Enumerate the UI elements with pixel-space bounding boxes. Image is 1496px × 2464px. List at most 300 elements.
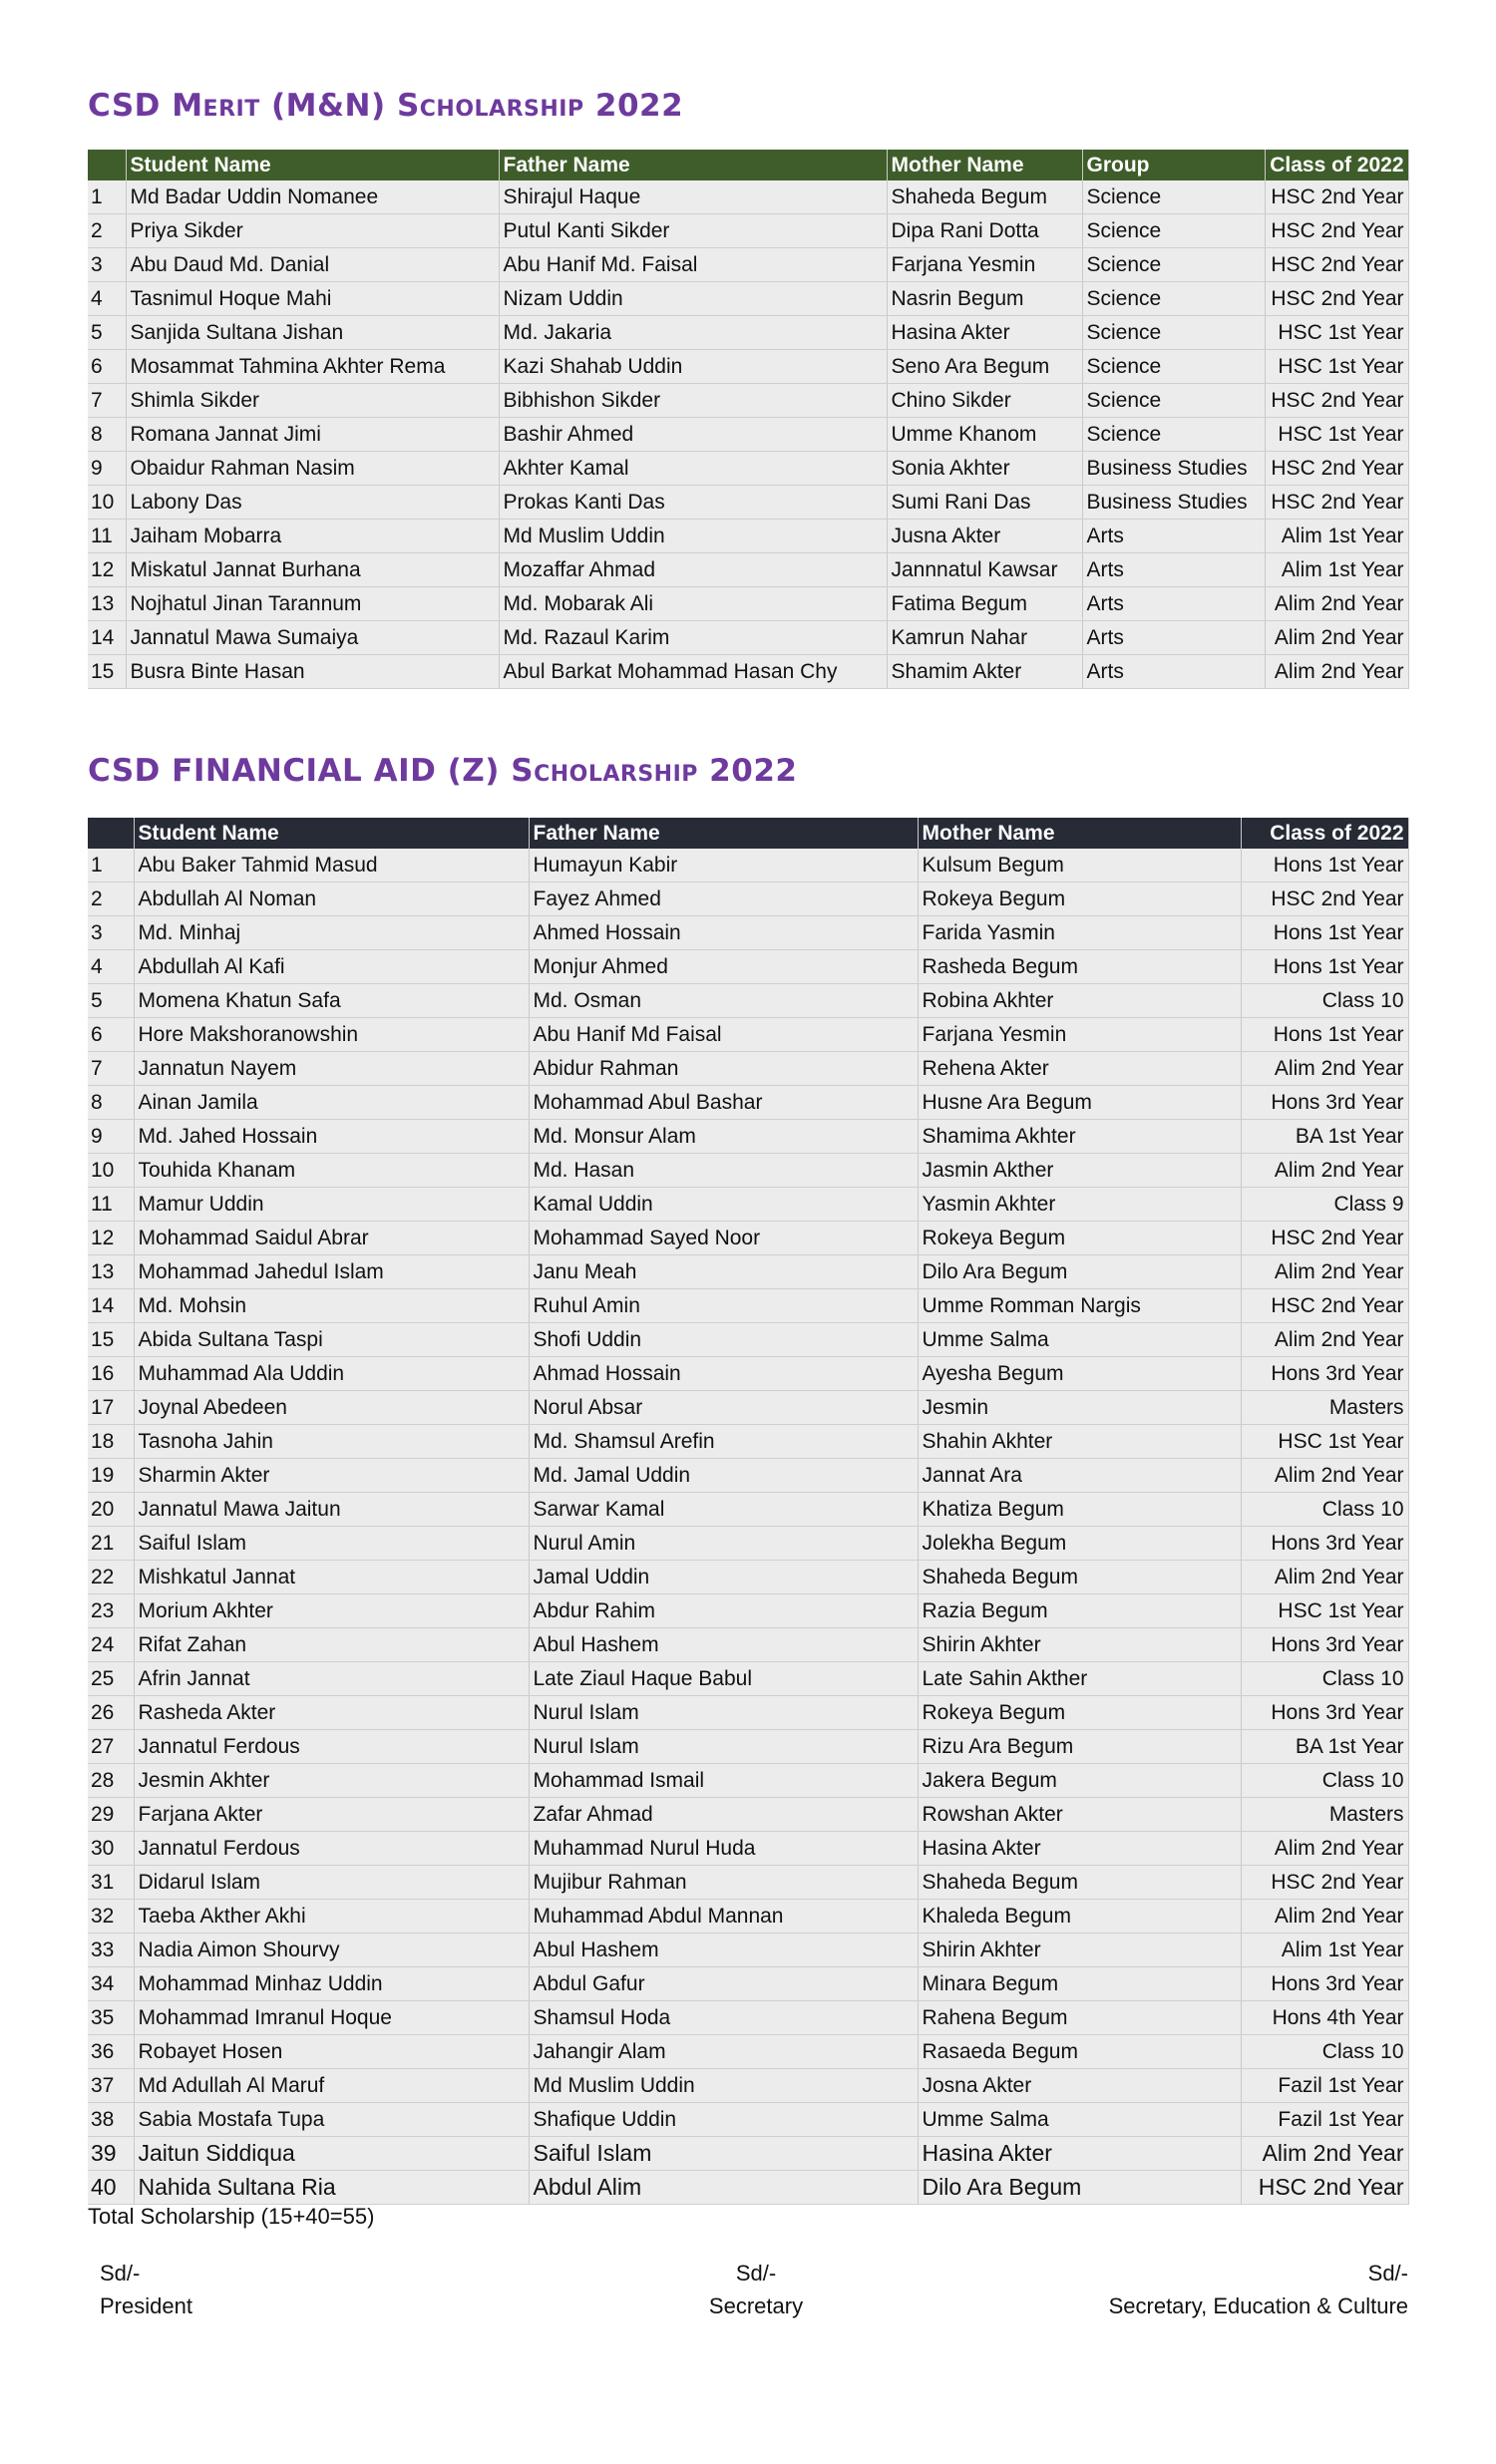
table-cell: Late Ziaul Haque Babul (529, 1662, 918, 1696)
table-cell: Nurul Islam (529, 1730, 918, 1764)
table-row (88, 1052, 1408, 1086)
table-cell: Farjana Akter (134, 1798, 529, 1832)
table-cell: Science (1082, 418, 1265, 452)
table-cell: Mohammad Saidul Abrar (134, 1222, 529, 1255)
table-row (88, 1730, 1408, 1764)
table-cell: Mohammad Abul Bashar (529, 1086, 918, 1120)
row-number: 36 (88, 2035, 134, 2069)
table-row (88, 2137, 1408, 2171)
total-scholarship: Total Scholarship (15+40=55) (88, 2204, 375, 2229)
table-cell: HSC 2nd Year (1241, 882, 1408, 916)
table-row (88, 1255, 1408, 1289)
row-number: 10 (88, 486, 126, 520)
table-cell: Abida Sultana Taspi (134, 1323, 529, 1357)
table-cell: Hons 4th Year (1241, 2001, 1408, 2035)
table-row (88, 214, 1408, 248)
table-cell: Mujibur Rahman (529, 1866, 918, 1900)
table-cell: Saiful Islam (529, 2137, 918, 2171)
table-cell: HSC 1st Year (1241, 1425, 1408, 1459)
row-number: 27 (88, 1730, 134, 1764)
table-cell: Rowshan Akter (918, 1798, 1241, 1832)
row-number: 4 (88, 282, 126, 316)
table-cell: Rizu Ara Begum (918, 1730, 1241, 1764)
table-cell: Nadia Aimon Shourvy (134, 1934, 529, 1967)
table-row (88, 1493, 1408, 1527)
table-cell: Md. Mohsin (134, 1289, 529, 1323)
row-number: 40 (88, 2171, 134, 2205)
table-cell: Alim 1st Year (1265, 520, 1408, 553)
table-row (88, 655, 1408, 689)
table-cell: Jesmin Akhter (134, 1764, 529, 1798)
row-number: 29 (88, 1798, 134, 1832)
table-cell: Shafique Uddin (529, 2103, 918, 2137)
table-row (88, 2103, 1408, 2137)
table-row (88, 916, 1408, 950)
table-cell: Arts (1082, 587, 1265, 621)
table-cell: Alim 2nd Year (1241, 1459, 1408, 1493)
row-number: 12 (88, 1222, 134, 1255)
table-cell: Alim 2nd Year (1241, 1255, 1408, 1289)
column-header: Mother Name (887, 150, 1082, 180)
table-cell: Josna Akter (918, 2069, 1241, 2103)
table-cell: Abdullah Al Noman (134, 882, 529, 916)
row-number: 20 (88, 1493, 134, 1527)
table-cell: Jannatul Ferdous (134, 1832, 529, 1866)
table-cell: Morium Akhter (134, 1594, 529, 1628)
table-cell: Alim 2nd Year (1241, 1832, 1408, 1866)
row-number: 6 (88, 350, 126, 384)
table-row (88, 316, 1408, 350)
table-row (88, 1357, 1408, 1391)
table-cell: Shaheda Begum (887, 180, 1082, 214)
table-cell: Class 9 (1241, 1188, 1408, 1222)
table-cell: Muhammad Abdul Mannan (529, 1900, 918, 1934)
row-number: 8 (88, 1086, 134, 1120)
table-cell: HSC 2nd Year (1241, 2171, 1408, 2205)
table-cell: Md. Jahed Hossain (134, 1120, 529, 1154)
table-row (88, 882, 1408, 916)
table-row (88, 2001, 1408, 2035)
table-cell: HSC 2nd Year (1241, 1289, 1408, 1323)
signature-president (100, 2257, 192, 2322)
table-row (88, 621, 1408, 655)
table-cell: Sumi Rani Das (887, 486, 1082, 520)
column-header: Student Name (126, 150, 499, 180)
table-cell: Labony Das (126, 486, 499, 520)
table-cell: Yasmin Akhter (918, 1188, 1241, 1222)
table-cell: Abul Hashem (529, 1934, 918, 1967)
table-cell: Md. Osman (529, 984, 918, 1018)
row-number: 31 (88, 1866, 134, 1900)
signature-role: Secretary (708, 2293, 804, 2318)
table-row (88, 2035, 1408, 2069)
row-number: 5 (88, 316, 126, 350)
table-row (88, 1662, 1408, 1696)
table-cell: Abdullah Al Kafi (134, 950, 529, 984)
table-cell: Hons 3rd Year (1241, 1967, 1408, 2001)
table-row (88, 2171, 1408, 2205)
row-number: 12 (88, 553, 126, 587)
table-cell: Class 10 (1241, 1493, 1408, 1527)
table-row (88, 1527, 1408, 1561)
table-cell: Md. Shamsul Arefin (529, 1425, 918, 1459)
row-number: 34 (88, 1967, 134, 2001)
table-cell: Bashir Ahmed (499, 418, 887, 452)
table-cell: Science (1082, 180, 1265, 214)
table-cell: Joynal Abedeen (134, 1391, 529, 1425)
table-cell: Md. Jamal Uddin (529, 1459, 918, 1493)
table-row (88, 1967, 1408, 2001)
table-row (88, 984, 1408, 1018)
table-cell: HSC 2nd Year (1241, 1222, 1408, 1255)
row-number: 1 (88, 849, 134, 882)
merit-title: CSD Merit (M&N) Scholarship 2022 (88, 88, 684, 124)
table-row (88, 1391, 1408, 1425)
table-cell: Kamal Uddin (529, 1188, 918, 1222)
table-cell: Sharmin Akter (134, 1459, 529, 1493)
table-cell: Alim 2nd Year (1241, 2137, 1408, 2171)
table-row (88, 1222, 1408, 1255)
table-row (88, 1866, 1408, 1900)
table-cell: Md Adullah Al Maruf (134, 2069, 529, 2103)
table-cell: Dilo Ara Begum (918, 1255, 1241, 1289)
table-row (88, 1154, 1408, 1188)
table-cell: Nizam Uddin (499, 282, 887, 316)
table-cell: Touhida Khanam (134, 1154, 529, 1188)
table-cell: Razia Begum (918, 1594, 1241, 1628)
table-cell: HSC 1st Year (1265, 350, 1408, 384)
table-cell: Alim 1st Year (1265, 553, 1408, 587)
table-cell: Fazil 1st Year (1241, 2069, 1408, 2103)
table-cell: Fayez Ahmed (529, 882, 918, 916)
merit-header-row (88, 150, 1408, 180)
row-number: 9 (88, 1120, 134, 1154)
table-row (88, 1628, 1408, 1662)
table-cell: Alim 2nd Year (1241, 1561, 1408, 1594)
table-cell: Farjana Yesmin (918, 1018, 1241, 1052)
table-cell: Sanjida Sultana Jishan (126, 316, 499, 350)
table-cell: HSC 1st Year (1265, 418, 1408, 452)
table-row (88, 282, 1408, 316)
row-number: 11 (88, 520, 126, 553)
table-row (88, 1323, 1408, 1357)
row-number: 22 (88, 1561, 134, 1594)
table-cell: Rokeya Begum (918, 882, 1241, 916)
column-header (88, 818, 134, 849)
table-cell: Humayun Kabir (529, 849, 918, 882)
table-cell: Md. Minhaj (134, 916, 529, 950)
table-row (88, 1764, 1408, 1798)
row-number: 30 (88, 1832, 134, 1866)
table-row (88, 1934, 1408, 1967)
column-header: Class of 2022 (1265, 150, 1408, 180)
table-row (88, 1425, 1408, 1459)
table-row (88, 520, 1408, 553)
table-cell: Nurul Amin (529, 1527, 918, 1561)
aid-table (88, 818, 1409, 2205)
row-number: 7 (88, 384, 126, 418)
table-cell: HSC 2nd Year (1265, 452, 1408, 486)
table-cell: Jolekha Begum (918, 1527, 1241, 1561)
table-cell: Class 10 (1241, 1764, 1408, 1798)
table-cell: Hons 3rd Year (1241, 1696, 1408, 1730)
table-cell: HSC 2nd Year (1241, 1866, 1408, 1900)
column-header: Father Name (529, 818, 918, 849)
table-cell: Akhter Kamal (499, 452, 887, 486)
table-cell: Hons 1st Year (1241, 1018, 1408, 1052)
table-cell: HSC 2nd Year (1265, 486, 1408, 520)
signature-mark: Sd/- (735, 2261, 777, 2286)
row-number: 9 (88, 452, 126, 486)
table-cell: Zafar Ahmad (529, 1798, 918, 1832)
table-cell: Mamur Uddin (134, 1188, 529, 1222)
row-number: 4 (88, 950, 134, 984)
table-cell: Alim 2nd Year (1265, 621, 1408, 655)
table-cell: Md. Mobarak Ali (499, 587, 887, 621)
row-number: 37 (88, 2069, 134, 2103)
column-header (88, 150, 126, 180)
table-cell: Hasina Akter (918, 2137, 1241, 2171)
row-number: 15 (88, 655, 126, 689)
table-cell: Jannatul Mawa Sumaiya (126, 621, 499, 655)
table-cell: Tasnoha Jahin (134, 1425, 529, 1459)
table-cell: Jannat Ara (918, 1459, 1241, 1493)
table-row (88, 950, 1408, 984)
table-cell: Abu Daud Md. Danial (126, 248, 499, 282)
table-cell: Putul Kanti Sikder (499, 214, 887, 248)
table-row (88, 1798, 1408, 1832)
table-cell: Jamal Uddin (529, 1561, 918, 1594)
table-cell: Rokeya Begum (918, 1222, 1241, 1255)
table-cell: Hons 3rd Year (1241, 1628, 1408, 1662)
row-number: 14 (88, 621, 126, 655)
table-cell: Ainan Jamila (134, 1086, 529, 1120)
table-cell: Mohammad Ismail (529, 1764, 918, 1798)
row-number: 14 (88, 1289, 134, 1323)
table-cell: Umme Romman Nargis (918, 1289, 1241, 1323)
row-number: 10 (88, 1154, 134, 1188)
table-cell: Farjana Yesmin (887, 248, 1082, 282)
table-cell: Robina Akhter (918, 984, 1241, 1018)
table-cell: Md. Monsur Alam (529, 1120, 918, 1154)
table-cell: Jusna Akter (887, 520, 1082, 553)
table-cell: Mohammad Sayed Noor (529, 1222, 918, 1255)
row-number: 15 (88, 1323, 134, 1357)
table-cell: Mohammad Imranul Hoque (134, 2001, 529, 2035)
table-cell: Shamima Akhter (918, 1120, 1241, 1154)
table-cell: Minara Begum (918, 1967, 1241, 2001)
signature-role: Secretary, Education & Culture (1108, 2293, 1408, 2318)
table-cell: Sarwar Kamal (529, 1493, 918, 1527)
row-number: 13 (88, 587, 126, 621)
table-cell: Hons 1st Year (1241, 950, 1408, 984)
table-cell: Abul Hashem (529, 1628, 918, 1662)
table-cell: Priya Sikder (126, 214, 499, 248)
table-cell: Rasheda Akter (134, 1696, 529, 1730)
table-cell: Alim 1st Year (1241, 1934, 1408, 1967)
table-cell: Arts (1082, 520, 1265, 553)
column-header: Class of 2022 (1241, 818, 1408, 849)
table-cell: Muhammad Ala Uddin (134, 1357, 529, 1391)
table-row (88, 350, 1408, 384)
column-header: Father Name (499, 150, 887, 180)
signature-mark: Sd/- (100, 2261, 141, 2286)
table-cell: Alim 2nd Year (1241, 1323, 1408, 1357)
table-cell: Masters (1241, 1798, 1408, 1832)
signature-role: President (100, 2293, 192, 2318)
table-cell: Rifat Zahan (134, 1628, 529, 1662)
table-cell: Rehena Akter (918, 1052, 1241, 1086)
signature-mark: Sd/- (1367, 2261, 1408, 2286)
table-cell: Nahida Sultana Ria (134, 2171, 529, 2205)
row-number: 24 (88, 1628, 134, 1662)
table-cell: Abdur Rahim (529, 1594, 918, 1628)
table-cell: Arts (1082, 553, 1265, 587)
row-number: 3 (88, 916, 134, 950)
row-number: 17 (88, 1391, 134, 1425)
table-cell: BA 1st Year (1241, 1120, 1408, 1154)
row-number: 39 (88, 2137, 134, 2171)
row-number: 38 (88, 2103, 134, 2137)
table-cell: Jakera Begum (918, 1764, 1241, 1798)
table-cell: Business Studies (1082, 452, 1265, 486)
row-number: 1 (88, 180, 126, 214)
table-cell: Shahin Akhter (918, 1425, 1241, 1459)
table-cell: Shofi Uddin (529, 1323, 918, 1357)
row-number: 7 (88, 1052, 134, 1086)
column-header: Student Name (134, 818, 529, 849)
table-cell: Hons 1st Year (1241, 849, 1408, 882)
table-cell: Robayet Hosen (134, 2035, 529, 2069)
table-cell: Md. Hasan (529, 1154, 918, 1188)
table-cell: Science (1082, 248, 1265, 282)
table-cell: Monjur Ahmed (529, 950, 918, 984)
table-cell: Class 10 (1241, 984, 1408, 1018)
table-cell: Shaheda Begum (918, 1561, 1241, 1594)
table-row (88, 1018, 1408, 1052)
table-row (88, 1086, 1408, 1120)
table-cell: Masters (1241, 1391, 1408, 1425)
table-cell: Rasheda Begum (918, 950, 1241, 984)
table-cell: Shamsul Hoda (529, 2001, 918, 2035)
table-cell: Md. Jakaria (499, 316, 887, 350)
table-cell: Abdul Alim (529, 2171, 918, 2205)
table-cell: Hasina Akter (887, 316, 1082, 350)
table-cell: Fazil 1st Year (1241, 2103, 1408, 2137)
row-number: 6 (88, 1018, 134, 1052)
table-cell: Jaiham Mobarra (126, 520, 499, 553)
table-cell: Hons 3rd Year (1241, 1086, 1408, 1120)
table-cell: Jaitun Siddiqua (134, 2137, 529, 2171)
table-cell: Hons 1st Year (1241, 916, 1408, 950)
table-cell: Khatiza Begum (918, 1493, 1241, 1527)
table-cell: Hons 3rd Year (1241, 1357, 1408, 1391)
table-cell: Shirin Akhter (918, 1628, 1241, 1662)
table-cell: HSC 2nd Year (1265, 384, 1408, 418)
table-cell: Rasaeda Begum (918, 2035, 1241, 2069)
table-cell: Alim 2nd Year (1241, 1052, 1408, 1086)
row-number: 5 (88, 984, 134, 1018)
table-cell: Mohammad Jahedul Islam (134, 1255, 529, 1289)
table-cell: Ahmad Hossain (529, 1357, 918, 1391)
signature-secretary (698, 2257, 814, 2322)
row-number: 35 (88, 2001, 134, 2035)
row-number: 8 (88, 418, 126, 452)
table-cell: Kamrun Nahar (887, 621, 1082, 655)
row-number: 2 (88, 214, 126, 248)
table-cell: Umme Salma (918, 1323, 1241, 1357)
table-cell: Umme Khanom (887, 418, 1082, 452)
row-number: 33 (88, 1934, 134, 1967)
row-number: 23 (88, 1594, 134, 1628)
table-cell: Abdul Gafur (529, 1967, 918, 2001)
table-row (88, 1459, 1408, 1493)
table-cell: Nojhatul Jinan Tarannum (126, 587, 499, 621)
row-number: 16 (88, 1357, 134, 1391)
table-cell: Seno Ara Begum (887, 350, 1082, 384)
table-cell: Science (1082, 316, 1265, 350)
table-cell: Arts (1082, 655, 1265, 689)
table-row (88, 587, 1408, 621)
table-row (88, 1696, 1408, 1730)
table-cell: Ruhul Amin (529, 1289, 918, 1323)
table-cell: Jahangir Alam (529, 2035, 918, 2069)
table-row (88, 486, 1408, 520)
table-cell: Abul Barkat Mohammad Hasan Chy (499, 655, 887, 689)
table-cell: Romana Jannat Jimi (126, 418, 499, 452)
row-number: 21 (88, 1527, 134, 1561)
table-cell: Mosammat Tahmina Akhter Rema (126, 350, 499, 384)
table-cell: Busra Binte Hasan (126, 655, 499, 689)
row-number: 26 (88, 1696, 134, 1730)
table-cell: Ayesha Begum (918, 1357, 1241, 1391)
table-cell: Shirin Akhter (918, 1934, 1241, 1967)
table-cell: Prokas Kanti Das (499, 486, 887, 520)
table-cell: Abu Hanif Md Faisal (529, 1018, 918, 1052)
table-cell: Mozaffar Ahmad (499, 553, 887, 587)
aid-header-row (88, 818, 1408, 849)
table-cell: Muhammad Nurul Huda (529, 1832, 918, 1866)
table-row (88, 1561, 1408, 1594)
table-cell: Shaheda Begum (918, 1866, 1241, 1900)
aid-title: CSD FINANCIAL AID (Z) Scholarship 2022 (88, 753, 798, 789)
row-number: 25 (88, 1662, 134, 1696)
table-cell: Rokeya Begum (918, 1696, 1241, 1730)
table-cell: Kazi Shahab Uddin (499, 350, 887, 384)
table-cell: HSC 2nd Year (1265, 282, 1408, 316)
row-number: 11 (88, 1188, 134, 1222)
table-row (88, 2069, 1408, 2103)
table-cell: Science (1082, 350, 1265, 384)
table-cell: Md Muslim Uddin (499, 520, 887, 553)
table-cell: Abu Hanif Md. Faisal (499, 248, 887, 282)
table-cell: Science (1082, 384, 1265, 418)
table-cell: Kulsum Begum (918, 849, 1241, 882)
table-cell: Jannnatul Kawsar (887, 553, 1082, 587)
table-cell: HSC 1st Year (1241, 1594, 1408, 1628)
table-cell: Jannatun Nayem (134, 1052, 529, 1086)
table-cell: Hons 3rd Year (1241, 1527, 1408, 1561)
column-header: Group (1082, 150, 1265, 180)
table-cell: Umme Salma (918, 2103, 1241, 2137)
table-cell: Alim 2nd Year (1265, 587, 1408, 621)
table-row (88, 384, 1408, 418)
table-cell: Science (1082, 214, 1265, 248)
row-number: 32 (88, 1900, 134, 1934)
table-cell: Md Muslim Uddin (529, 2069, 918, 2103)
table-cell: Miskatul Jannat Burhana (126, 553, 499, 587)
table-cell: Janu Meah (529, 1255, 918, 1289)
